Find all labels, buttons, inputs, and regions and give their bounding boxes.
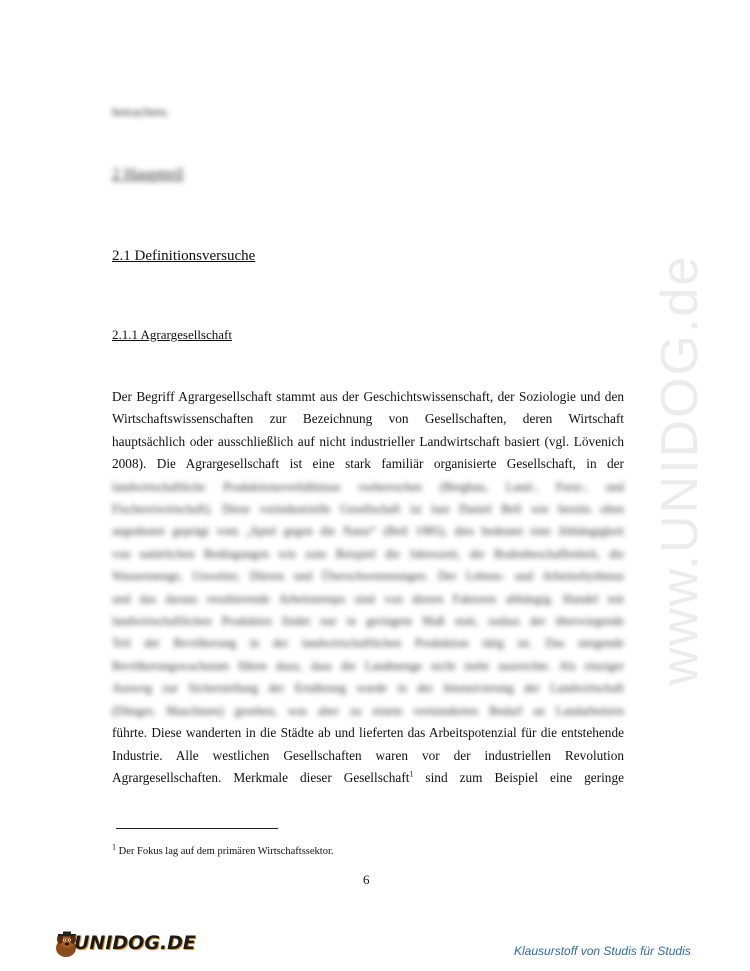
subsection-heading: 2.1.1 Agrargesellschaft: [112, 327, 232, 342]
blurred-line: und das daraus resultierende Arbeitstempo sind von diesen Faktoren abhängig. Handel mit: [112, 591, 624, 606]
blurred-text-block: [112, 476, 624, 722]
footnote-number: 1: [112, 842, 116, 852]
blurred-line: landwirtschaftlichen Produkten findet nur in geringem Maß statt, sodass der überwiegende: [112, 614, 624, 629]
blurred-line: Fischereiwirtschaft). Diese vorindustrielle Gesellschaft ist laut Daniel Bell wie bereits oben: [112, 502, 624, 517]
blurred-line: Ausweg zur Sicherstellung der Ernährung wurde in der Intensivierung der Landwirtschaft: [112, 681, 624, 696]
body-line-part: Agrargesellschaften. Merkmale dieser Gesellschaft: [112, 769, 410, 785]
page-number: 6: [363, 872, 370, 887]
footnote-marker: 1: [409, 769, 414, 779]
body-line: hauptsächlich oder ausschließlich auf nicht industrieller Landwirtschaft basiert (vgl. Lövenich: [112, 433, 624, 449]
body-line: Industrie. Alle westlichen Gesellschaften waren vor der industriellen Revolution: [112, 747, 624, 763]
blurred-line: von natürlichen Bedingungen wie zum Beispiel die Jahreszeit, die Bodenbeschaffenheit, die: [112, 546, 624, 561]
body-line-part: sind zum Beispiel eine geringe: [413, 769, 624, 785]
blurred-line: Bevölkerungswachstum führte dazu, dass die Landmenge nicht mehr ausreichte. Als einziger: [112, 658, 624, 673]
footer-tagline: Klausurstoff von Studis für Studis: [514, 944, 691, 958]
blurred-line: (Dünger, Maschinen) gesehen, was aber zu einem verminderten Bedarf an Landarbeitern: [112, 703, 624, 718]
unidog-logo[interactable]: [52, 928, 196, 960]
watermark: www.UNIDOG.de: [651, 254, 709, 686]
logo-text: UNIDOG.DE: [74, 932, 196, 954]
body-line: Der Begriff Agrargesellschaft stammt aus der Geschichtswissenschaft, der Soziologie und den: [112, 389, 624, 404]
body-line: führte. Diese wanderten in die Städte ab und lieferten das Arbeitspotenzial für die entstehende: [112, 725, 624, 741]
blurred-line: landwirtschaftliche Produktionsverhältnisse vorherrschen (Bergbau, Land-, Forst-, und: [112, 479, 624, 494]
blurred-line: Teil der Bevölkerung in der landwirtschaftlichen Produktion tätig ist. Das steigende: [112, 636, 624, 651]
intro-tail-text: betrachten.: [112, 104, 170, 119]
body-paragraph: [112, 386, 624, 789]
blurred-line: Wassermenge, Unwetter, Dürren und Überschwemmungen. Der Lebens- und Arbeitsrhythmus: [112, 569, 624, 584]
body-line-with-footnote: [112, 767, 624, 789]
footnote: [112, 842, 334, 857]
blurred-line: angedeutet geprägt vom „Spiel gegen die Natur“ (Bell 1985), dies bedeutet eine Abhängigkeit: [112, 524, 624, 539]
footnote-separator: [116, 828, 278, 829]
main-heading: 2 Hauptteil: [112, 166, 184, 183]
section-heading: 2.1 Definitionsversuche: [112, 248, 256, 264]
body-line: 2008). Die Agrargesellschaft ist eine stark familiär organisierte Gesellschaft, in der: [112, 456, 624, 472]
body-line: Wirtschaftswissenschaften zur Bezeichnung von Gesellschaften, deren Wirtschaft: [112, 411, 624, 427]
footnote-text: Der Fokus lag auf dem primären Wirtschaftssektor.: [116, 846, 334, 857]
